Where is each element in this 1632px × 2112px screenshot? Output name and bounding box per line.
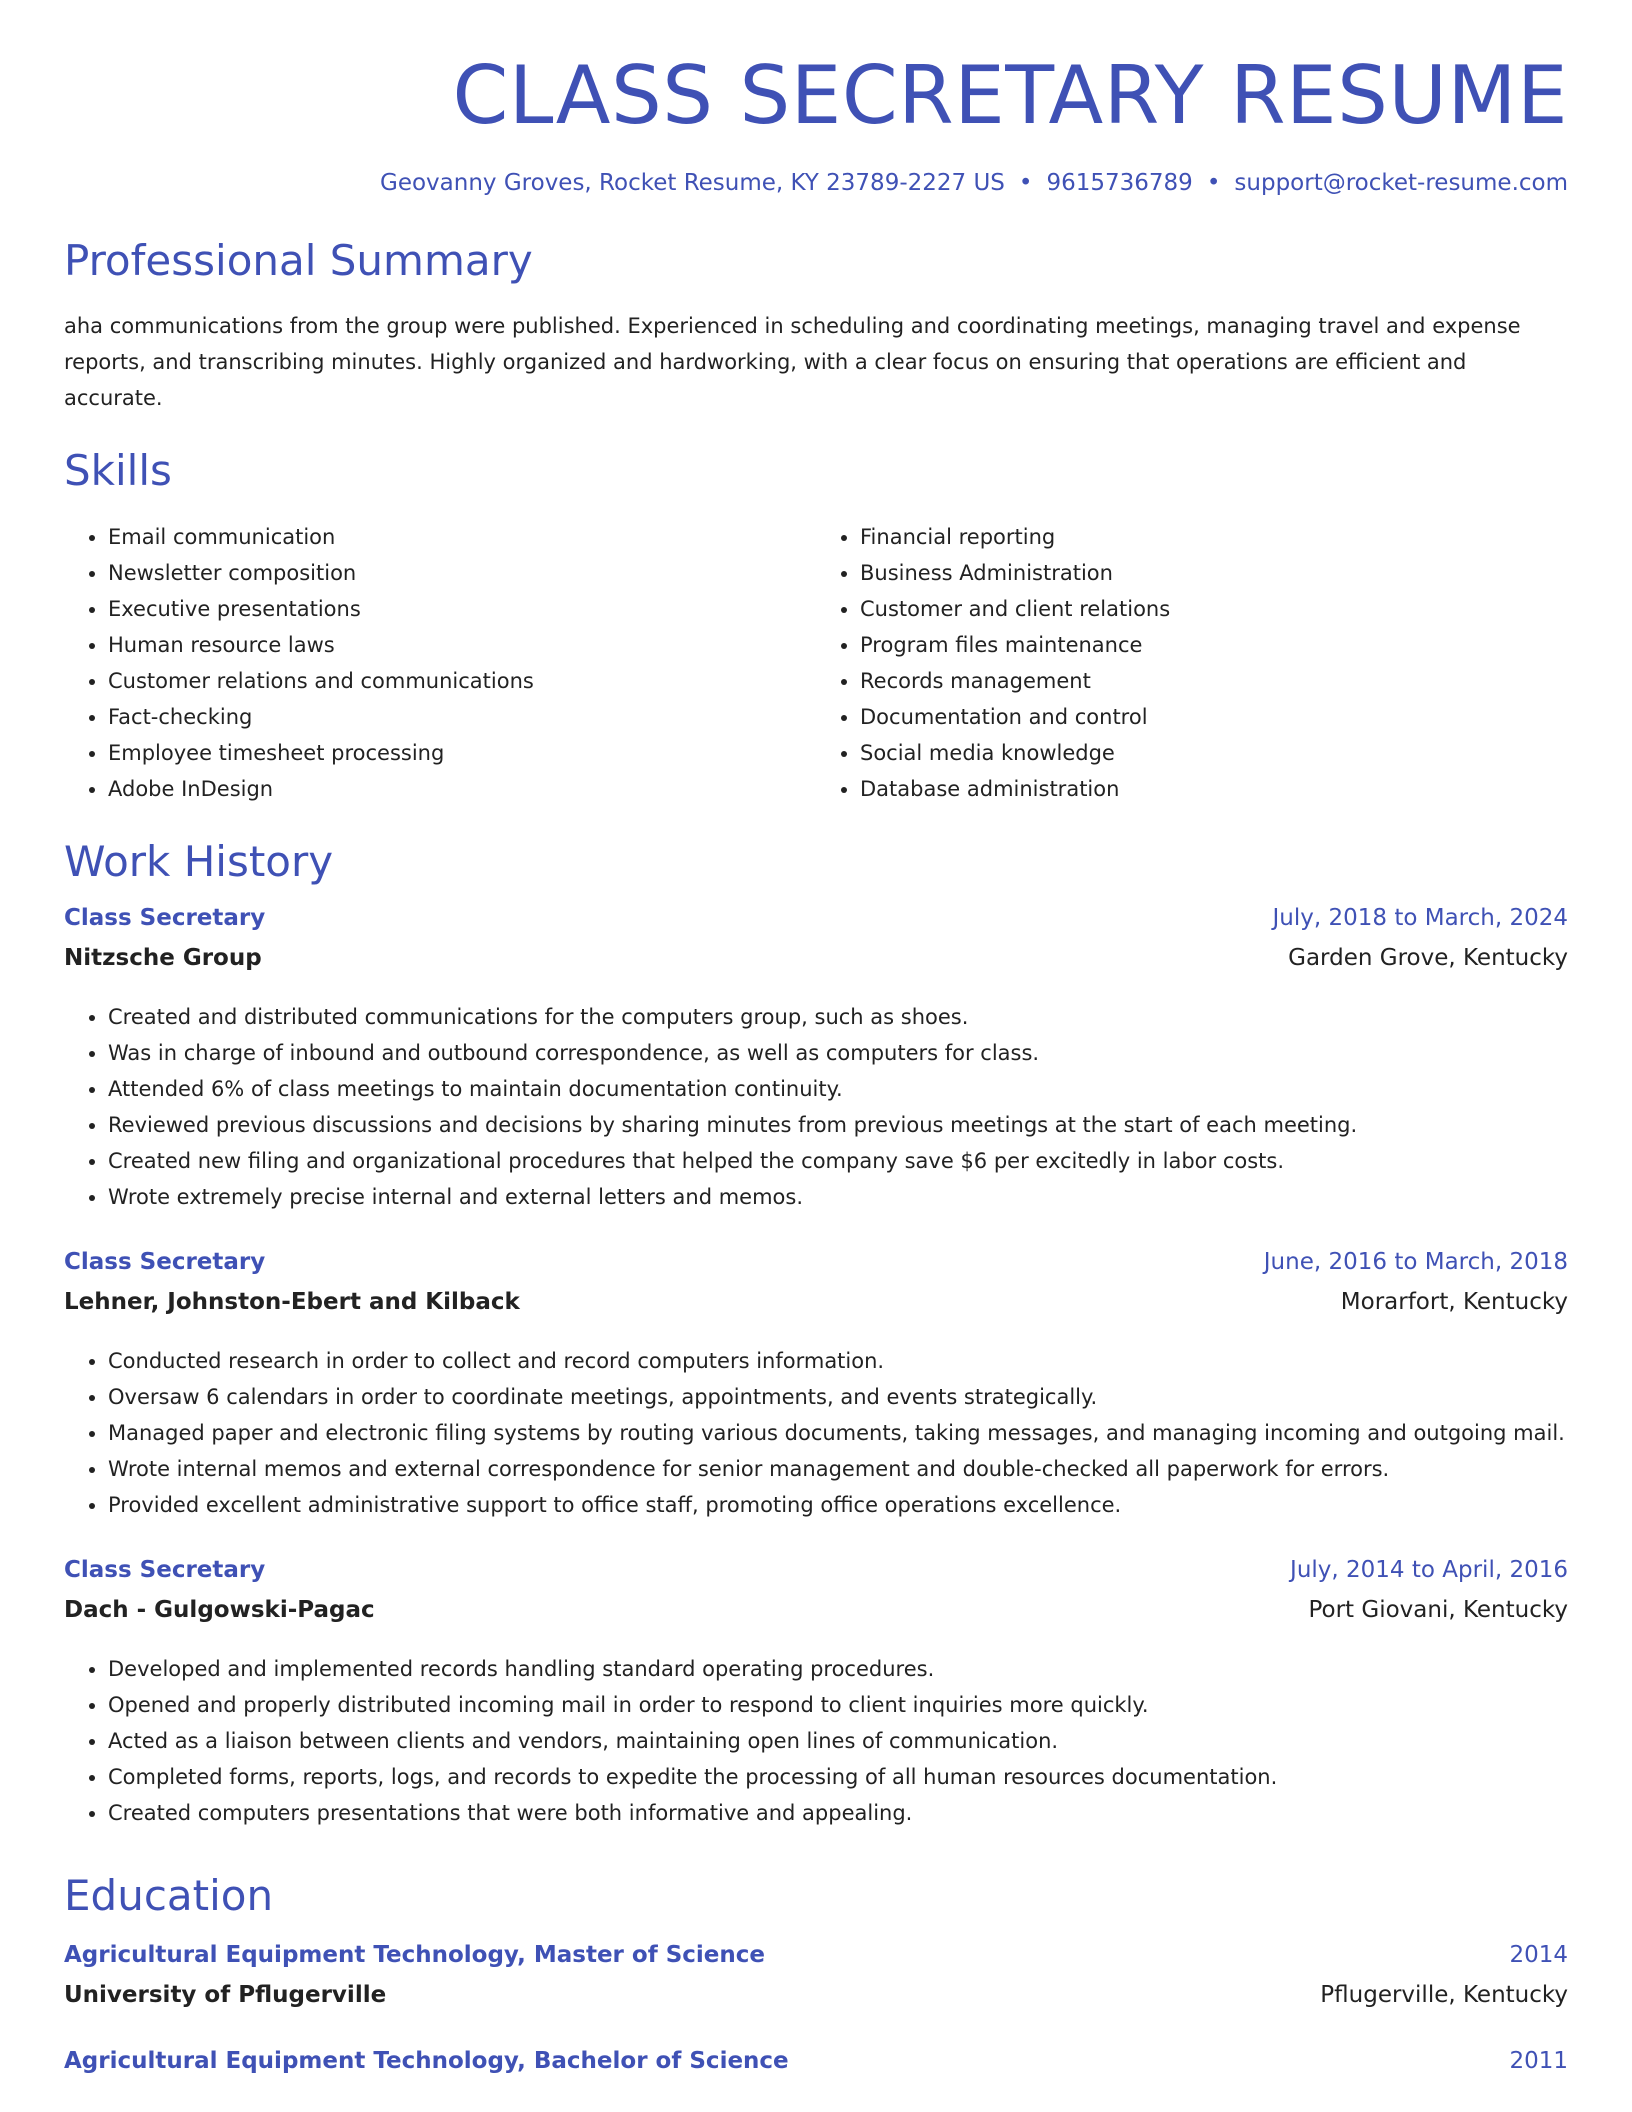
- job-bullet: • Was in charge of inbound and outbound correspondence, as well as computers for class.: [108, 1035, 1568, 1071]
- job-bullet: • Developed and implemented records handling standard operating procedures.: [108, 1651, 1568, 1687]
- contact-email: support@rocket-resume.com: [1234, 170, 1568, 196]
- job-entry: [64, 1557, 1568, 1831]
- education-header-row: [64, 2048, 1568, 2088]
- education-degree: Agricultural Equipment Technology, Bachelor of Science: [64, 2047, 789, 2074]
- job-bullet: • Oversaw 6 calendars in order to coordinate meetings, appointments, and events strategically.: [108, 1379, 1568, 1415]
- job-bullet: • Wrote internal memos and external correspondence for senior management and double-checked all paperwork for errors.: [108, 1451, 1568, 1487]
- job-header-row: [64, 1557, 1568, 1597]
- job-location: Port Giovani, Kentucky: [1308, 1597, 1568, 1624]
- job-bullets: [64, 1343, 1568, 1523]
- job-dates: July, 2014 to April, 2016: [1290, 1557, 1568, 1584]
- education-degree: Agricultural Equipment Technology, Master of Science: [64, 1941, 766, 1968]
- skill-item: • Financial reporting: [860, 519, 1568, 555]
- skills-column-right: [816, 519, 1568, 807]
- job-bullets: [64, 1651, 1568, 1831]
- job-bullet: • Wrote extremely precise internal and external letters and memos.: [108, 1179, 1568, 1215]
- summary-heading: Professional Summary: [64, 236, 533, 285]
- skill-item: • Documentation and control: [860, 699, 1568, 735]
- job-bullet: • Created and distributed communications for the computers group, such as shoes.: [108, 999, 1568, 1035]
- job-bullet: • Provided excellent administrative support to office staff, promoting office operations excellence.: [108, 1487, 1568, 1523]
- skills-heading: Skills: [64, 446, 172, 496]
- skill-item: • Customer relations and communications: [108, 663, 816, 699]
- skills-list: [64, 519, 1568, 807]
- job-entry: [64, 1249, 1568, 1523]
- skill-item: • Newsletter composition: [108, 555, 816, 591]
- education-year: 2011: [1509, 2047, 1568, 2074]
- job-bullet: • Completed forms, reports, logs, and records to expedite the processing of all human resources documentation.: [108, 1759, 1568, 1795]
- job-location: Morarfort, Kentucky: [1340, 1289, 1568, 1316]
- education-heading: Education: [64, 1871, 274, 1921]
- education-location: Pflugerville, Kentucky: [1320, 1981, 1568, 2008]
- skill-item: • Email communication: [108, 519, 816, 555]
- education-list: [64, 1942, 1568, 2088]
- education-entry: [64, 1942, 1568, 2022]
- job-location: Garden Grove, Kentucky: [1288, 945, 1568, 972]
- skill-item: • Business Administration: [860, 555, 1568, 591]
- job-bullet: • Attended 6% of class meetings to maintain documentation continuity.: [108, 1071, 1568, 1107]
- job-title: Class Secretary: [64, 905, 266, 932]
- job-company: Lehner, Johnston-Ebert and Kilback: [64, 1289, 520, 1316]
- skill-item: • Human resource laws: [108, 627, 816, 663]
- job-dates: July, 2018 to March, 2024: [1272, 905, 1568, 932]
- job-dates: June, 2016 to March, 2018: [1263, 1249, 1568, 1276]
- job-company: Nitzsche Group: [64, 945, 262, 972]
- job-company-row: [64, 945, 1568, 985]
- job-header-row: [64, 1249, 1568, 1289]
- skill-item: • Program files maintenance: [860, 627, 1568, 663]
- education-header-row: [64, 1942, 1568, 1982]
- job-bullet: • Acted as a liaison between clients and vendors, maintaining open lines of communication.: [108, 1723, 1568, 1759]
- skill-item: • Executive presentations: [108, 591, 816, 627]
- contact-phone: 9615736789: [1046, 170, 1193, 196]
- contact-separator: •: [1018, 170, 1033, 196]
- job-company-row: [64, 1597, 1568, 1637]
- work-history-list: [64, 905, 1568, 1831]
- education-school: University of Pflugerville: [64, 1981, 387, 2008]
- job-bullet: • Opened and properly distributed incoming mail in order to respond to client inquiries more quickly.: [108, 1687, 1568, 1723]
- skills-column-left: [64, 519, 816, 807]
- education-school-row: [64, 1982, 1568, 2022]
- skill-item: • Database administration: [860, 771, 1568, 807]
- skill-item: • Records management: [860, 663, 1568, 699]
- job-company: Dach - Gulgowski-Pagac: [64, 1597, 375, 1624]
- contact-line: [64, 170, 1568, 196]
- education-year: 2014: [1509, 1941, 1568, 1968]
- resume-page: [64, 0, 1568, 2088]
- skill-item: • Adobe InDesign: [108, 771, 816, 807]
- job-title: Class Secretary: [64, 1557, 266, 1584]
- job-title: Class Secretary: [64, 1249, 266, 1276]
- resume-title: CLASS SECRETARY RESUME: [452, 49, 1568, 142]
- job-header-row: [64, 905, 1568, 945]
- skill-item: • Fact-checking: [108, 699, 816, 735]
- job-bullet: • Conducted research in order to collect and record computers information.: [108, 1343, 1568, 1379]
- summary-text: aha communications from the group were published. Experienced in scheduling and coordinating meetings, managing travel and expense reports, and transcribing minutes. Highly organized and hardworking, with a clear focus on ensuring that operations are efficient and accurate.: [64, 314, 1521, 411]
- job-bullet: • Reviewed previous discussions and decisions by sharing minutes from previous meetings at the start of each meeting.: [108, 1107, 1568, 1143]
- job-bullet: • Managed paper and electronic filing systems by routing various documents, taking messages, and managing incoming and outgoing mail.: [108, 1415, 1568, 1451]
- job-bullet: • Created computers presentations that were both informative and appealing.: [108, 1795, 1568, 1831]
- job-bullet: • Created new filing and organizational procedures that helped the company save $6 per excitedly in labor costs.: [108, 1143, 1568, 1179]
- job-bullets: [64, 999, 1568, 1215]
- work-history-heading: Work History: [64, 836, 334, 886]
- skill-item: • Employee timesheet processing: [108, 735, 816, 771]
- job-company-row: [64, 1289, 1568, 1329]
- contact-address: Geovanny Groves, Rocket Resume, KY 23789-2227 US: [380, 170, 1005, 196]
- contact-separator: •: [1206, 170, 1221, 196]
- job-entry: [64, 905, 1568, 1215]
- education-entry: [64, 2048, 1568, 2088]
- skill-item: • Customer and client relations: [860, 591, 1568, 627]
- skill-item: • Social media knowledge: [860, 735, 1568, 771]
